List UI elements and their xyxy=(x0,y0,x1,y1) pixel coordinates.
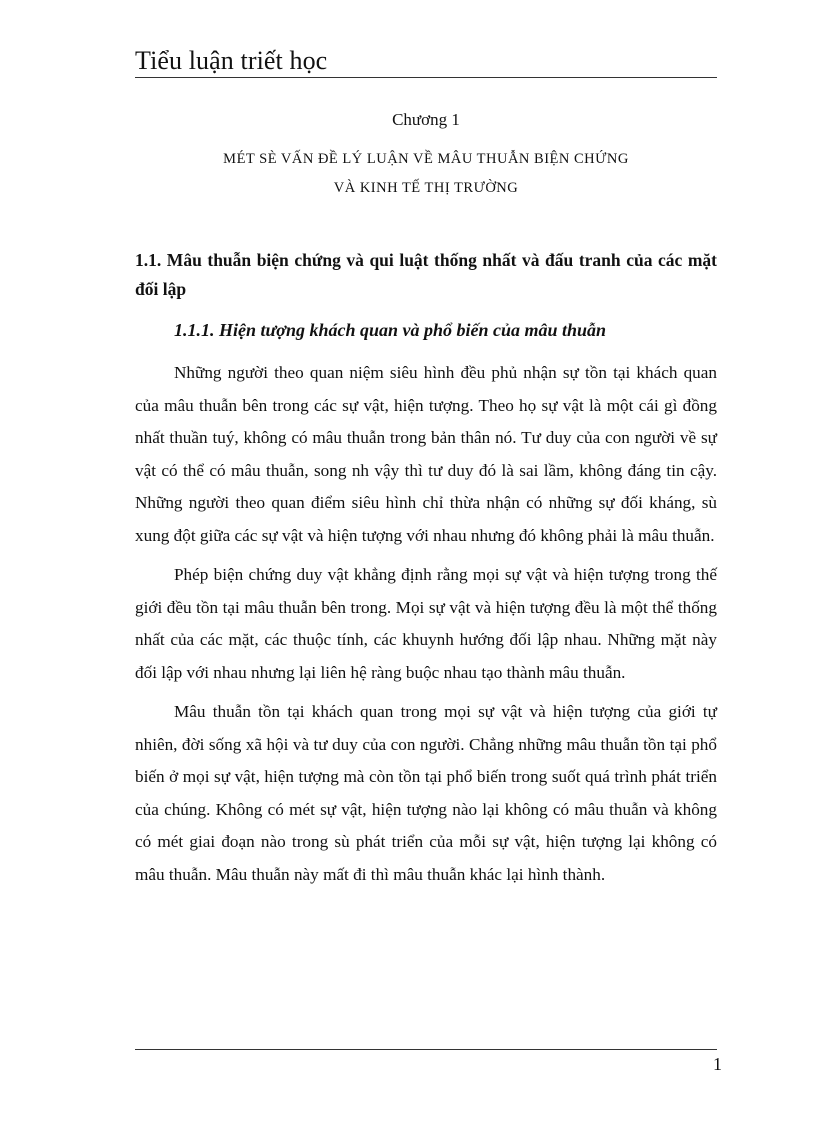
chapter-label: Chương 1 xyxy=(392,110,460,129)
chapter-title-line-1: MÉT SÈ VẤN ĐỀ LÝ LUẬN VỀ MÂU THUẪN BIỆN CHỨNG xyxy=(223,151,629,167)
paragraph: Những người theo quan niệm siêu hình đều phủ nhận sự tồn tại khách quan của mâu thuẫn bên trong các sự vật, hiện tượng. Theo họ sự vật là một cái gì đồng nhất thuần tuý, không có mâu thuẫn trong bản thân nó. Tư duy của con người về sự vật có thể có mâu thuẫn, song nh vậy thì tư duy đó là sai lầm, không đáng tin cậy. Những người theo quan điểm siêu hình chỉ thừa nhận có những sự đối kháng, sù xung đột giữa các sự vật và hiện tượng với nhau nhưng đó không phải là mâu thuẫn. xyxy=(135,363,717,545)
subsection-heading: 1.1.1. Hiện tượng khách quan và phổ biến của mâu thuẫn xyxy=(174,320,607,340)
chapter-title xyxy=(135,145,717,203)
section-heading: 1.1. Mâu thuẫn biện chứng và qui luật thống nhất và đấu tranh của các mặt đối lập xyxy=(135,250,717,299)
paragraph: Mâu thuẫn tồn tại khách quan trong mọi sự vật và hiện tượng của giới tự nhiên, đời sống xã hội và tư duy của con người. Chẳng những mâu thuẫn tồn tại phổ biến ở mọi sự vật, hiện tượng mà còn tồn tại phổ biến trong suốt quá trình phát triển của chúng. Không có mét sự vật, hiện tượng nào lại không có mâu thuẫn và không có mét giai đoạn nào trong sù phát triển của mỗi sự vật, hiện tượng lại không có mâu thuẫn. Mâu thuẫn này mất đi thì mâu thuẫn khác lại hình thành. xyxy=(135,702,717,884)
chapter-title-line-2: VÀ KINH TẾ THỊ TRƯỜNG xyxy=(333,180,519,196)
page-number: 1 xyxy=(713,1054,722,1074)
running-header-title: Tiểu luận triết học xyxy=(135,46,328,75)
header-divider xyxy=(135,77,717,78)
body-text xyxy=(135,357,717,898)
footer-divider xyxy=(135,1049,717,1050)
paragraph: Phép biện chứng duy vật khẳng định rằng mọi sự vật và hiện tượng trong thế giới đều tồn tại mâu thuẫn bên trong. Mọi sự vật và hiện tượng đều là một thể thống nhất của các mặt, các thuộc tính, các khuynh hướng đối lập nhau. Những mặt này đối lập với nhau nhưng lại liên hệ ràng buộc nhau tạo thành mâu thuẫn. xyxy=(135,565,717,682)
